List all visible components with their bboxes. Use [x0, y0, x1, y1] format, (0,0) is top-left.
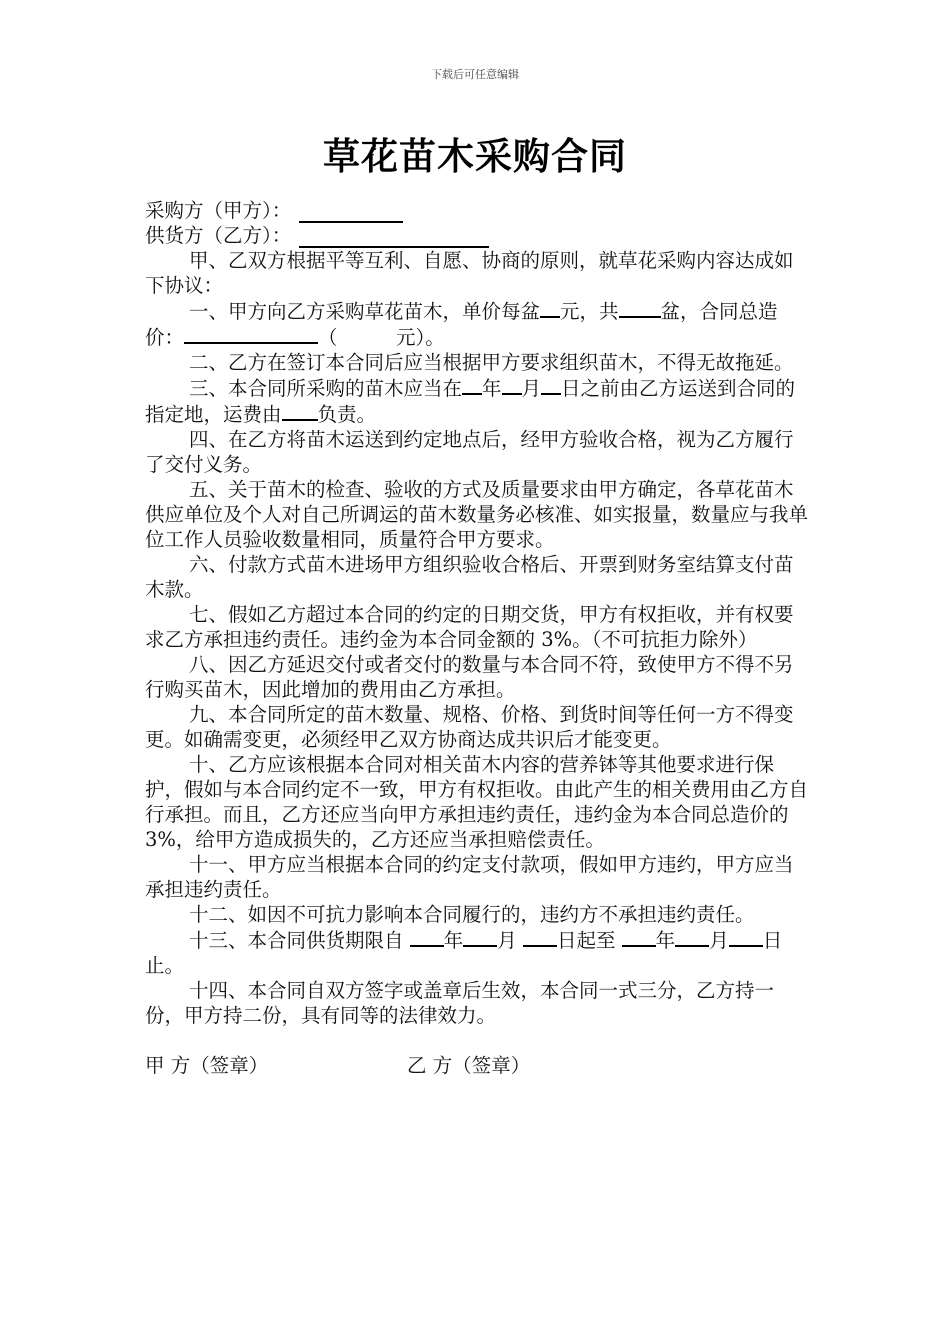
clause-1-text-a: 一、甲方向乙方采购草花苗木，单价每盆: [189, 300, 541, 323]
party-a-blank[interactable]: [299, 201, 403, 223]
contract-body: [145, 198, 810, 1078]
clause-13-month-2: 月: [709, 929, 729, 952]
delivery-month-blank[interactable]: [502, 375, 522, 395]
start-day-blank[interactable]: [523, 927, 557, 947]
clause-13-year-1: 年: [443, 929, 464, 952]
total-price-blank[interactable]: [184, 324, 318, 344]
clause-1: [145, 298, 810, 350]
clause-14: 十四、本合同自双方签字或盖章后生效，本合同一式三分，乙方持一份，甲方持二份，具有同等的法律效力。: [145, 979, 775, 1027]
clause-3-text-d: 日之前由乙方运送到合同的指定地，运费由: [145, 377, 796, 426]
party-a-label: 采购方（甲方）：: [145, 199, 292, 222]
unit-price-blank[interactable]: [540, 298, 560, 318]
clause-3: [145, 375, 810, 427]
clause-8: 八、因乙方延迟交付或者交付的数量与本合同不符，致使甲方不得不另行购买苗木，因此增加的费用由乙方承担。: [145, 653, 794, 701]
party-b-blank[interactable]: [299, 226, 489, 248]
delivery-day-blank[interactable]: [541, 375, 561, 395]
clause-12: 十二、如因不可抗力影响本合同履行的，违约方不承担违约责任。: [189, 903, 755, 926]
clause-3-text-a: 三、本合同所采购的苗木应当在: [189, 377, 463, 400]
intro-paragraph: 甲、乙双方根据平等互利、自愿、协商的原则，就草花采购内容达成如下协议：: [145, 249, 794, 297]
clause-13: [145, 927, 810, 978]
clause-3-year: 年: [482, 377, 502, 400]
clause-6: 六、付款方式苗木进场甲方组织验收合格后、开票到财务室结算支付苗木款。: [145, 553, 794, 601]
quantity-blank[interactable]: [619, 298, 661, 318]
clause-13-month-1: 月: [497, 929, 517, 952]
end-day-blank[interactable]: [729, 927, 763, 947]
end-year-blank[interactable]: [622, 927, 656, 947]
freight-payer-blank[interactable]: [282, 401, 318, 421]
party-a-signature: 甲 方（签章）: [145, 1054, 269, 1077]
party-b-signature: 乙 方（签章）: [407, 1054, 531, 1077]
start-year-blank[interactable]: [410, 927, 444, 947]
clause-13-year-2: 年: [655, 929, 676, 952]
party-b-label: 供货方（乙方）：: [145, 224, 292, 247]
clause-7: 七、假如乙方超过本合同的约定的日期交货，甲方有权拒收，并有权要求乙方承担违约责任。违约金为本合同金额的 3%。（不可抗拒力除外）: [145, 603, 794, 651]
end-month-blank[interactable]: [675, 927, 709, 947]
signature-line: [145, 1053, 810, 1078]
spacer: [145, 1028, 810, 1053]
clause-9: 九、本合同所定的苗木数量、规格、价格、到货时间等任何一方不得变更。如确需变更，必须经甲乙双方协商达成共识后才能变更。: [145, 703, 794, 751]
clause-2: 二、乙方在签订本合同后应当根据甲方要求组织苗木，不得无故拖延。: [189, 351, 794, 374]
clause-13-text-a: 十三、本合同供货期限自: [189, 929, 404, 952]
party-a-line: [145, 198, 810, 223]
delivery-year-blank[interactable]: [462, 375, 482, 395]
clause-1-text-c: 盆，合同总造价：: [145, 300, 778, 349]
clause-13-text-end: 日止。: [145, 929, 783, 977]
clause-11: 十一、甲方应当根据本合同的约定支付款项，假如甲方违约，甲方应当承担违约责任。: [145, 853, 794, 901]
clause-10: 十、乙方应该根据本合同对相关苗木内容的营养钵等其他要求进行保护，假如与本合同约定不一致，甲方有权拒收。由此产生的相关费用由乙方自行承担。而且，乙方还应当向甲方承担违约责任，违约金为本合同总造价的 3%，给甲方造成损失的，乙方还应当承担赔偿责任。: [145, 753, 809, 851]
clause-3-text-e: 负责。: [317, 403, 377, 426]
clause-5: 五、关于苗木的检查、验收的方式及质量要求由甲方确定，各草花苗木供应单位及个人对自己所调运的苗木数量务必核准、如实报量，数量应与我单位工作人员验收数量相同，质量符合甲方要求。: [145, 478, 809, 551]
party-b-line: [145, 223, 810, 248]
header-note: 下载后可任意编辑: [431, 68, 519, 81]
clause-4: 四、在乙方将苗木运送到约定地点后，经甲方验收合格，视为乙方履行了交付义务。: [145, 428, 794, 476]
start-month-blank[interactable]: [463, 927, 497, 947]
clause-1-text-b: 元，共: [560, 300, 619, 323]
document-title: 草花苗木采购合同: [323, 135, 627, 178]
clause-13-text-d: 日起至: [556, 929, 616, 952]
clause-1-text-d: （ 元）。: [318, 326, 445, 349]
clause-3-month: 月: [521, 377, 542, 400]
